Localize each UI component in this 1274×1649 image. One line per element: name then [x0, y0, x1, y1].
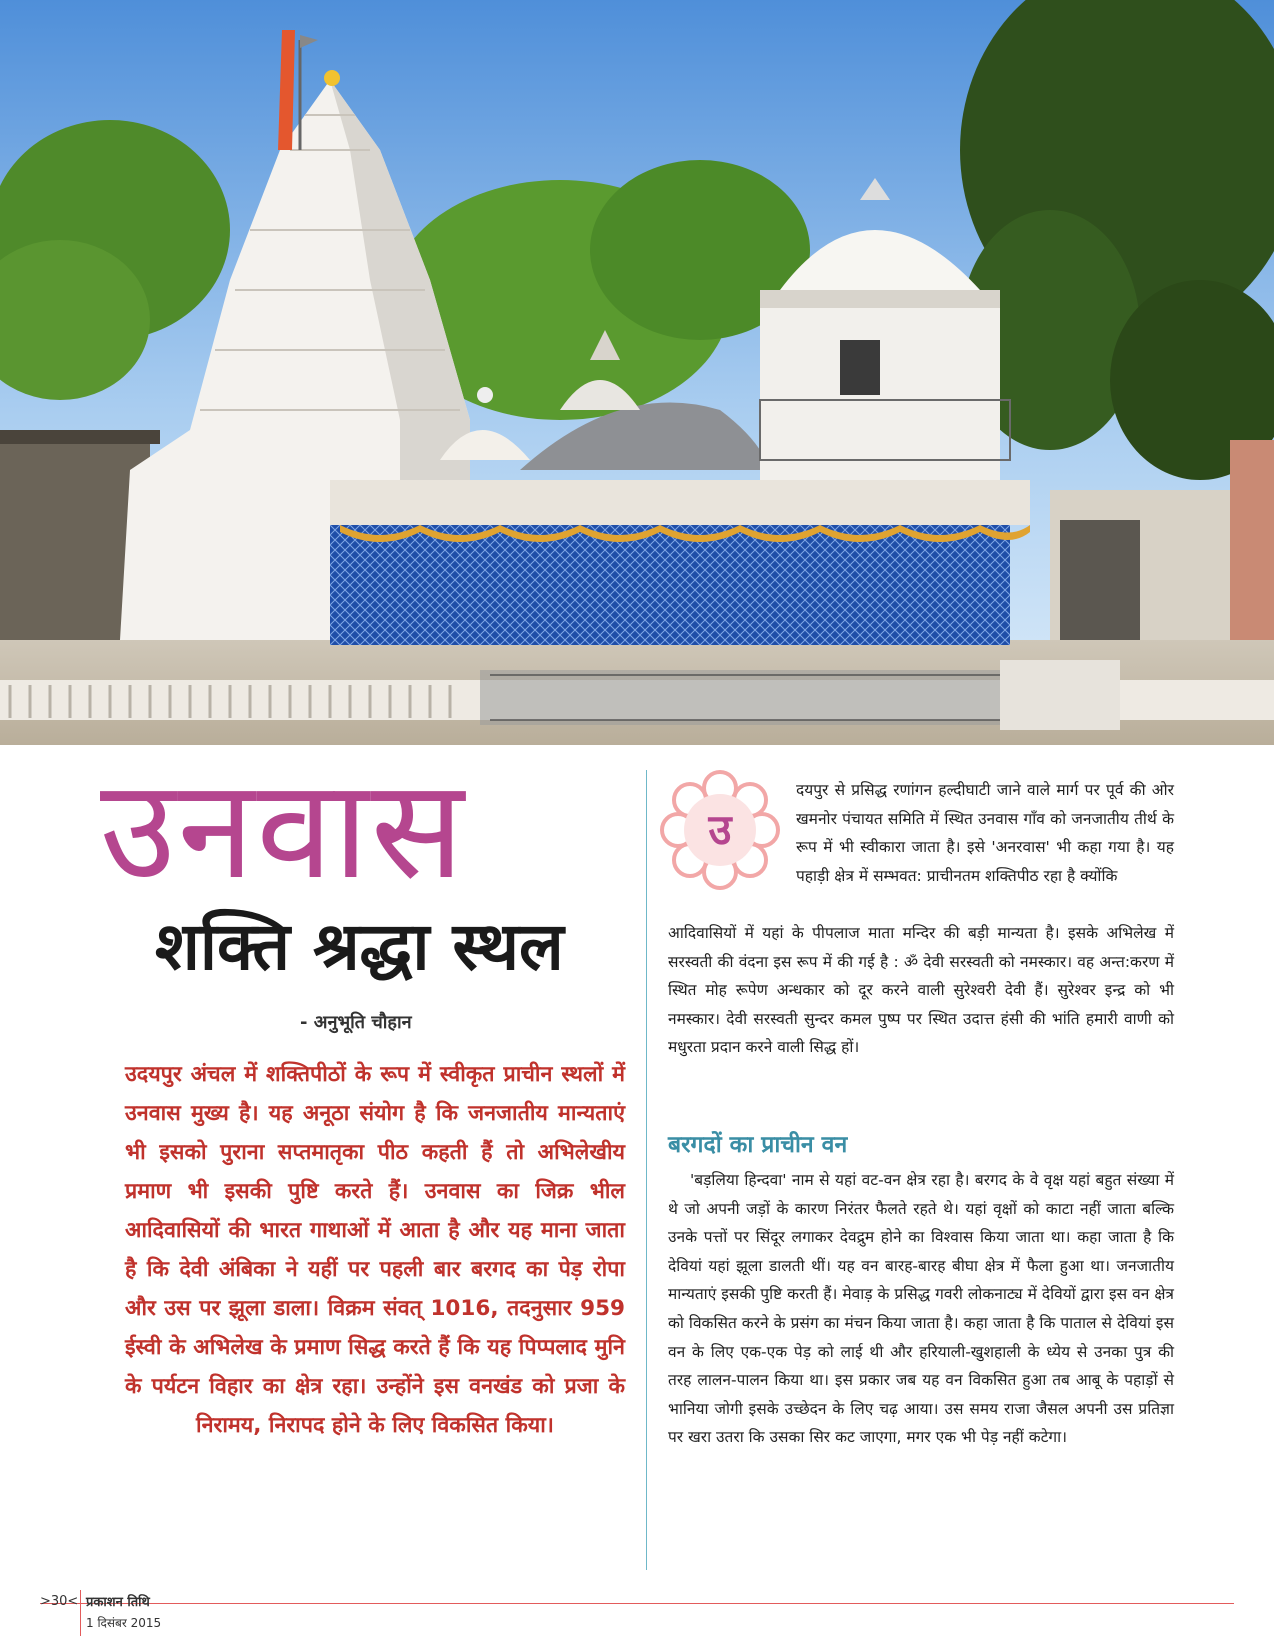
- body-paragraph-1: आदिवासियों में यहां के पीपलाज माता मन्दिर की बड़ी मान्यता है। इसके अभिलेख में सरस्वती की वंदना इस रूप में की गई है : ॐ देवी सरस्वती को नमस्कार। वह अन्त:करण में स्थित मोह रूपेण अन्धकार को दूर करने वाली सुरेश्वरी देवी हैं। सुरेश्वर इन्द्र को भी नमस्कार। देवी सरस्वती सुन्दर कमल पुष्प पर स्थित उदात्त हंसी की भांति हमारी वाणी को मधुरता प्रदान करने वाली सिद्ध हों।: [668, 924, 1174, 1057]
- section-heading: बरगदों का प्राचीन वन: [668, 1132, 848, 1158]
- dropcap-flower: [656, 766, 784, 894]
- article-subtitle: शक्ति श्रद्धा स्थल: [155, 908, 564, 985]
- footer-publication-label: प्रकाशन तिथि: [86, 1595, 150, 1610]
- intro-paragraph: उदयपुर अंचल में शक्तिपीठों के रूप में स्वीकृत प्राचीन स्थलों में उनवास मुख्य है। यह अनूठा संयोग है कि जनजातीय मान्यताएं भी इसको पुराना सप्तमातृका पीठ कहती हैं तो अभिलेखीय प्रमाण भी इसकी पुष्टि करते हैं। उनवास का जिक्र भील आदिवासियों की भारत गाथाओं में आता है और यह माना जाता है कि देवी अंबिका ने यहीं पर पहली बार बरगद का पेड़ रोपा और उस पर झूला डाला। विक्रम संवत् 1016, तदनुसार 959 ईस्वी के अभिलेख के प्रमाण सिद्ध करते हैं कि यह पिप्पलाद मुनि के पर्यटन विहार का क्षेत्र रहा। उन्होंने इस वनखंड को प्रजा के निरामय, निरापद होने के लिए विकसित किया।: [125, 1062, 625, 1438]
- body-paragraph-2: 'बड़लिया हिन्दवा' नाम से यहां वट-वन क्षेत्र रहा है। बरगद के वे वृक्ष यहां बहुत संख्या में थे जो अपनी जड़ों के कारण निरंतर फैलते रहते थे। यहां वृक्षों को काटा नहीं जाता बल्कि उनके पत्तों पर सिंदूर लगाकर देवद्रुम होने का विश्वास किया जाता था। कहा जाता है कि देवियां यहां झूला डालती थीं। यह वन बारह-बारह बीघा क्षेत्र में फैला हुआ था। जनजातीय मान्यताएं इसकी पुष्टि करती हैं। मेवाड़ के प्रसिद्ध गवरी लोकनाट्य में देवियों द्वारा इस वन क्षेत्र को विकसित करने के प्रसंग का मंचन किया जाता है। कहा जाता है कि पाताल से देवियां इस वन के लिए एक-एक पेड़ को लाई थी और हरियाली-खुशहाली के ध्येय से उनका पुत्र की तरह लालन-पालन किया था। इस प्रकार जब यह वन विकसित हुआ तब आबू के पहाड़ों से भानिया जोगी इसके उच्छेदन के लिए चढ़ आया। उस समय राजा जैसल अपनी उस प्रतिज्ञा पर खरा उतरा कि उसका सिर कट जाएगा, मगर एक भी पेड़ नहीं कटेगा।: [668, 1171, 1174, 1447]
- column-divider: [646, 770, 647, 1570]
- page-number: >30<: [40, 1594, 79, 1609]
- footer-rule: [40, 1603, 1234, 1604]
- temple-photo: [0, 0, 1274, 745]
- article-title: उनवास: [100, 749, 466, 910]
- footer-date: 1 दिसंबर 2015: [86, 1616, 162, 1630]
- author-byline: - अनुभूति चौहान: [300, 1012, 412, 1033]
- dropcap-letter: उ: [708, 805, 732, 854]
- footer-separator: [80, 1590, 81, 1636]
- body-paragraph-1-lead: दयपुर से प्रसिद्ध रणांगन हल्दीघाटी जाने वाले मार्ग पर पूर्व की ओर खमनोर पंचायत समिति में स्थित उनवास गाँव को जनजातीय तीर्थ के रूप में भी स्वीकारा जाता है। इसे 'अनरवास' भी कहा गया है। यह पहाड़ी क्षेत्र में सम्भवत: प्राचीनतम शक्तिपीठ रहा है क्योंकि: [796, 781, 1174, 885]
